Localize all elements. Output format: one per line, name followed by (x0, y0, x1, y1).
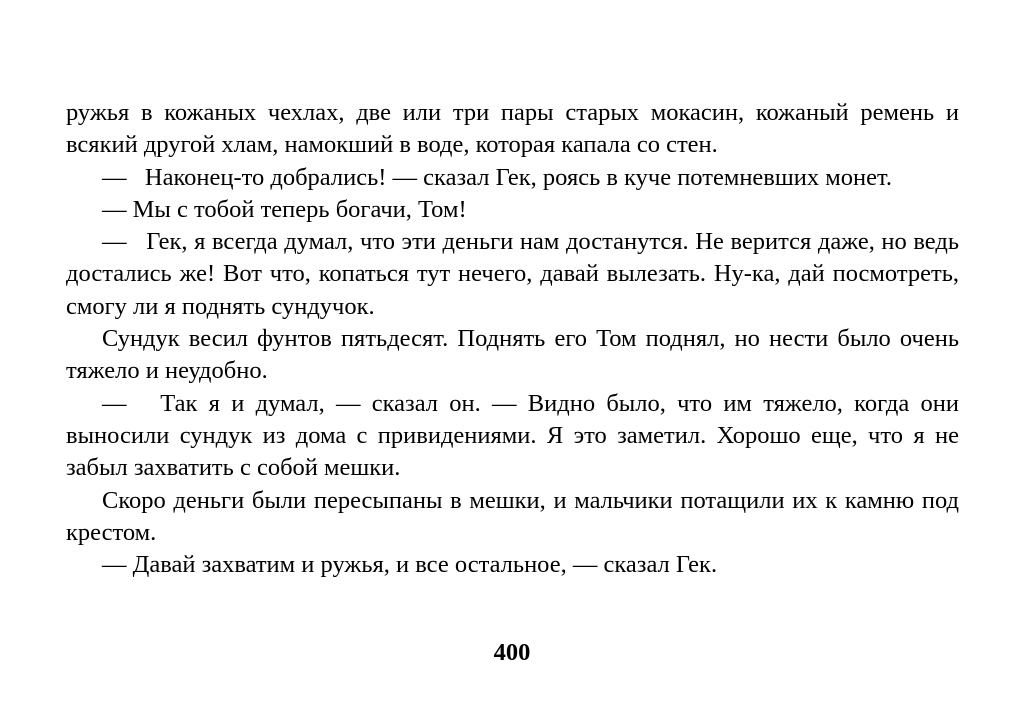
paragraph-5: Сундук весил фунтов пятьдесят. Поднять его Том поднял, но нести было очень тяжело и неудобно. (66, 325, 959, 385)
paragraph-7: Скоро деньги были пересыпаны в мешки, и мальчики потащили их к камню под крестом. (66, 486, 959, 546)
page-number: 400 (493, 639, 531, 666)
page-text (66, 97, 966, 581)
paragraph-6: — Так я и думал, — сказал он. — Видно было, что им тяжело, когда они выносили сундук из дома с привидениями. Я это заметил. Хорошо еще, что я не забыл захватить с собой мешки. (66, 389, 966, 482)
paragraph-1: ружья в кожаных чехлах, две или три пары старых мокасин, кожаный ремень и всякий другой хлам, намокший в воде, которая капала со стен. (66, 99, 959, 159)
paragraph-3: — Мы с тобой теперь богачи, Том! (102, 195, 467, 223)
paragraph-8: — Давай захватим и ружья, и все остальное, — сказал Гек. (102, 551, 718, 579)
paragraph-2: — Наконец-то добрались! — сказал Гек, роясь в куче потемневших монет. (102, 163, 892, 191)
paragraph-4: — Гек, я всегда думал, что эти деньги нам достанутся. Не верится даже, но ведь достались же! Вот что, копаться тут нечего, давай вылезать. Ну-ка, дай посмотреть, смогу ли я поднять сундучок. (66, 228, 966, 320)
